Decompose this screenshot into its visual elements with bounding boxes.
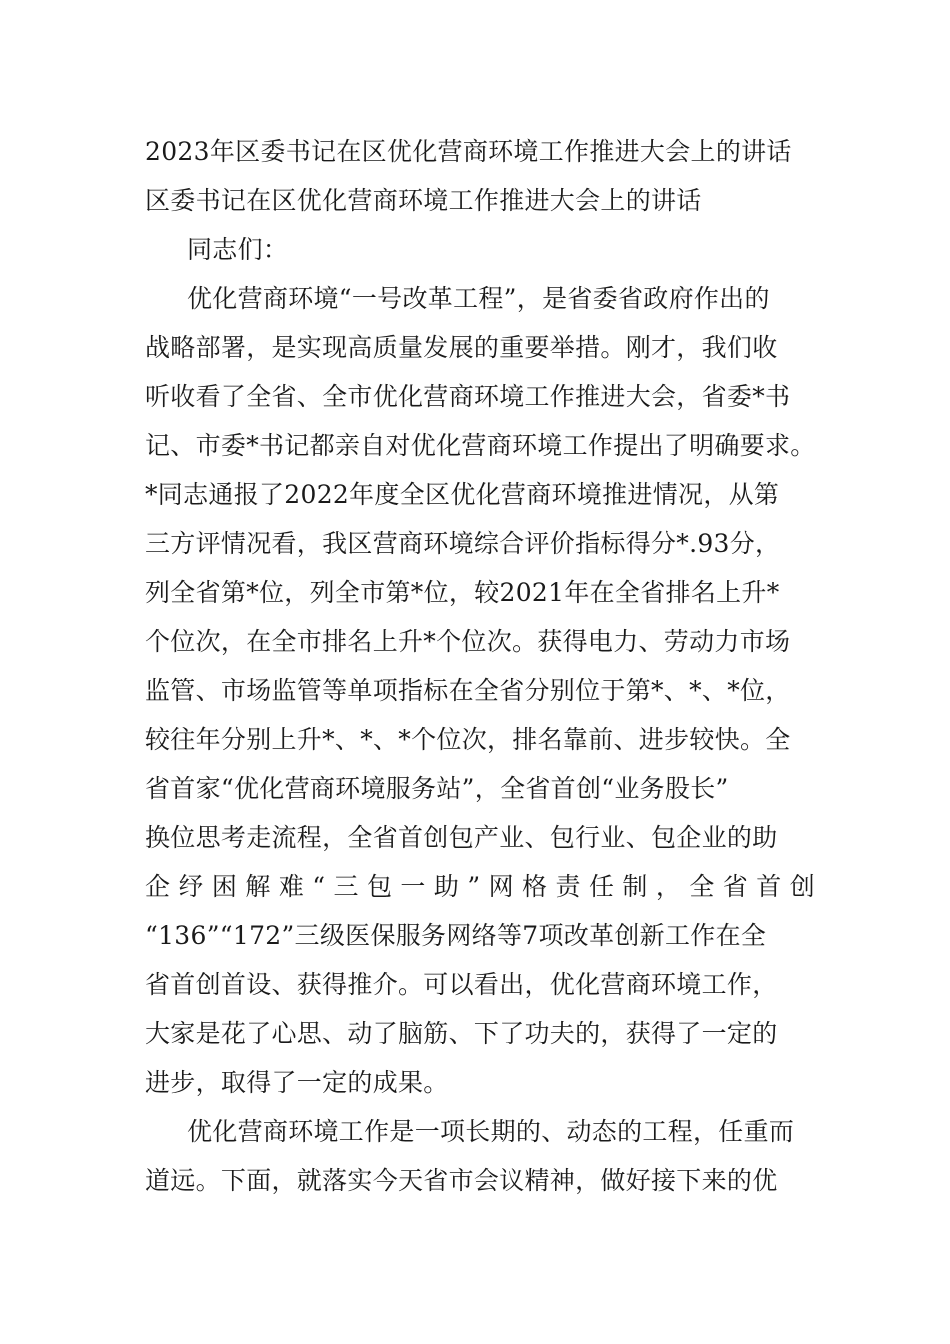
paragraph-line: 企纾困解难“三包一助”网格责任制，全省首创 — [145, 872, 815, 901]
paragraph-line: 较往年分别上升*、*、*个位次，排名靠前、进步较快。全 — [145, 725, 791, 754]
paragraph-line: 列全省第*位，列全市第*位，较2021年在全省排名上升* — [145, 578, 780, 607]
document-subtitle: 区委书记在区优化营商环境工作推进大会上的讲话 — [145, 186, 702, 215]
paragraph-line: 大家是花了心思、动了脑筋、下了功夫的，获得了一定的 — [145, 1019, 778, 1048]
paragraph-line: 战略部署，是实现高质量发展的重要举措。刚才，我们收 — [145, 333, 778, 362]
paragraph-line: 省首创首设、获得推介。可以看出，优化营商环境工作， — [145, 970, 778, 999]
paragraph-line: 优化营商环境工作是一项长期的、动态的工程，任重而 — [187, 1117, 795, 1146]
paragraph-line: 道远。下面，就落实今天省市会议精神，做好接下来的优 — [145, 1166, 778, 1195]
paragraph-line: 监管、市场监管等单项指标在全省分别位于第*、*、*位， — [145, 676, 791, 705]
document-title: 2023年区委书记在区优化营商环境工作推进大会上的讲话 — [145, 137, 792, 166]
salutation: 同志们： — [187, 235, 289, 264]
paragraph-line: “136”“172”三级医保服务网络等7项改革创新工作在全 — [145, 921, 767, 950]
paragraph-line: 优化营商环境“一号改革工程”，是省委省政府作出的 — [187, 284, 770, 313]
paragraph-line: 省首家“优化营商环境服务站”，全省首创“业务股长” — [145, 774, 729, 803]
paragraph-line: 进步，取得了一定的成果。 — [145, 1068, 449, 1097]
paragraph-line: 三方评情况看，我区营商环境综合评价指标得分*.93分， — [145, 529, 781, 558]
paragraph-line: 听收看了全省、全市优化营商环境工作推进大会，省委*书 — [145, 382, 791, 411]
paragraph-line: 记、市委*书记都亲自对优化营商环境工作提出了明确要求。 — [145, 431, 816, 460]
paragraph-line: *同志通报了2022年度全区优化营商环境推进情况，从第 — [145, 480, 780, 509]
paragraph-line: 个位次，在全市排名上升*个位次。获得电力、劳动力市场 — [145, 627, 791, 656]
paragraph-line: 换位思考走流程，全省首创包产业、包行业、包企业的助 — [145, 823, 778, 852]
